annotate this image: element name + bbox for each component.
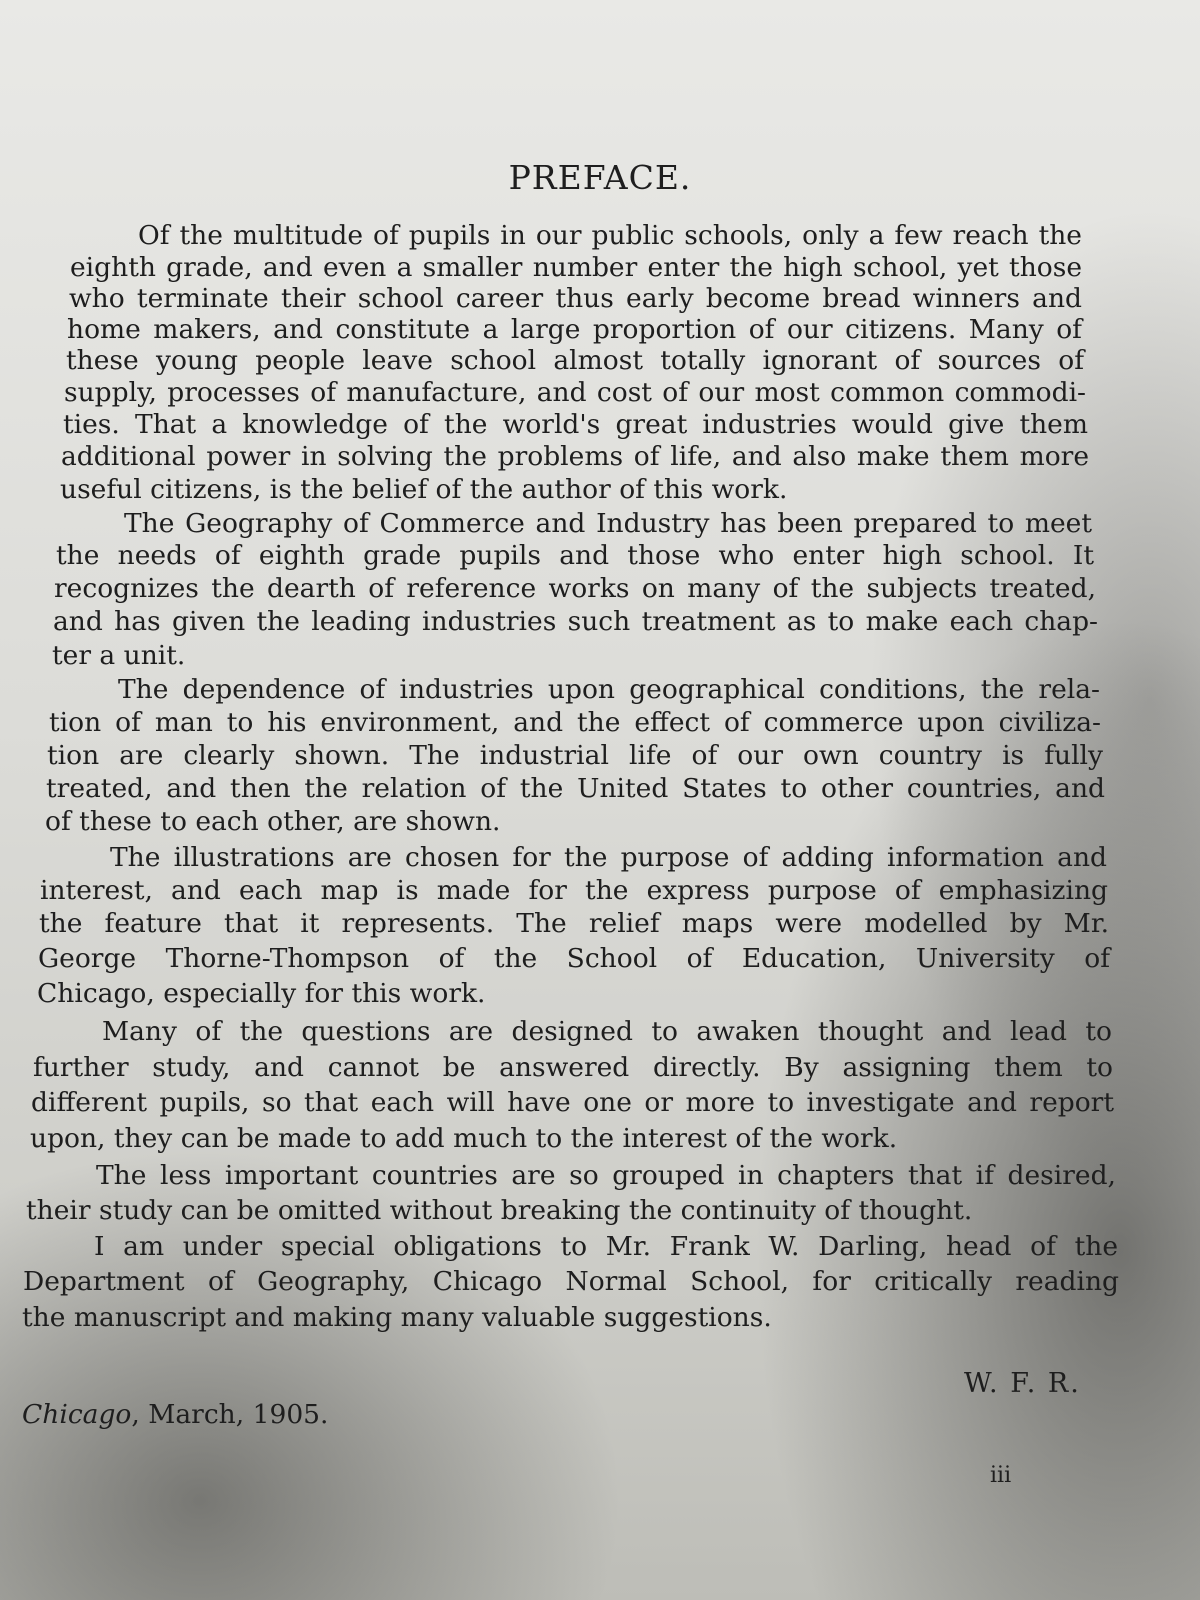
text-line: Department of Geography, Chicago Normal School, for critically reading [23, 1266, 1119, 1297]
text-line: eighth grade, and even a smaller number enter the high school, yet those [70, 252, 1082, 283]
dateline [22, 1399, 328, 1430]
text-line: home makers, and constitute a large proportion of our citizens. Many of [67, 314, 1082, 345]
text-line: upon, they can be made to add much to the interest of the work. [30, 1123, 898, 1154]
text-line: and has given the leading industries such treatment as to make each chap- [53, 606, 1098, 637]
author-initials: W. F. R. [964, 1368, 1081, 1399]
text-line: useful citizens, is the belief of the author of this work. [60, 474, 788, 505]
text-line: George Thorne-Thompson of the School of Education, University of [38, 943, 1110, 974]
text-line: ties. That a knowledge of the world's great industries would give them [63, 409, 1088, 440]
page-number: iii [990, 1463, 1012, 1488]
text-line: these young people leave school almost totally ignorant of sources of [66, 345, 1084, 376]
text-line: supply, processes of manufacture, and cost of our most common commodi- [64, 377, 1086, 408]
text-line: additional power in solving the problems of life, and also make them more [61, 441, 1089, 472]
text-line: The illustrations are chosen for the purpose of adding information and [110, 842, 1107, 873]
text-line: The Geography of Commerce and Industry has been prepared to meet [124, 508, 1092, 539]
text-line: The dependence of industries upon geographical conditions, the rela- [118, 674, 1100, 705]
page-title: PREFACE. [508, 158, 692, 197]
text-line: of these to each other, are shown. [45, 806, 501, 837]
dateline-place: Chicago [22, 1399, 132, 1430]
text-line: further study, and cannot be answered directly. By assigning them to [33, 1052, 1113, 1083]
text-line: Chicago, especially for this work. [37, 978, 486, 1009]
text-line: the feature that it represents. The relief maps were modelled by Mr. [39, 908, 1109, 939]
dateline-date: , March, 1905. [131, 1399, 329, 1430]
text-line: The less important countries are so grouped in chapters that if desired, [96, 1160, 1116, 1191]
text-line: different pupils, so that each will have one or more to investigate and report [31, 1087, 1114, 1118]
text-line: tion of man to his environment, and the effect of commerce upon civiliza- [49, 707, 1101, 738]
text-line: Many of the questions are designed to awaken thought and lead to [102, 1016, 1112, 1047]
text-line: the manuscript and making many valuable suggestions. [22, 1302, 772, 1333]
text-line: I am under special obligations to Mr. Frank W. Darling, head of the [94, 1231, 1118, 1262]
text-line: interest, and each map is made for the express purpose of emphasizing [40, 875, 1108, 906]
text-line: the needs of eighth grade pupils and those who enter high school. It [56, 540, 1094, 571]
text-line: Of the multitude of pupils in our public schools, only a few reach the [138, 220, 1082, 251]
text-line: tion are clearly shown. The industrial life of our own country is fully [47, 740, 1103, 771]
text-line: treated, and then the relation of the United States to other countries, and [46, 773, 1105, 804]
text-line: recognizes the dearth of reference works on many of the subjects treated, [54, 573, 1096, 604]
text-line: their study can be omitted without breaking the continuity of thought. [26, 1195, 973, 1226]
text-line: ter a unit. [52, 640, 186, 671]
text-line: who terminate their school career thus early become bread winners and [69, 283, 1082, 314]
